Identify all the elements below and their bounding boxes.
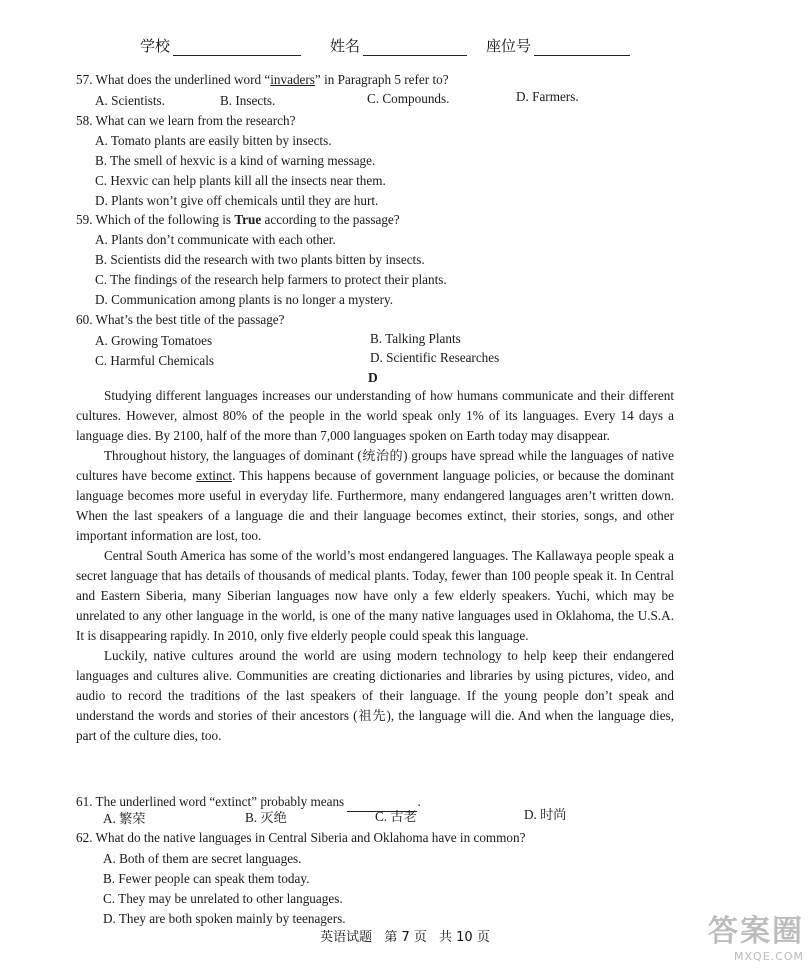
q59-stem-after: according to the passage? <box>261 212 400 227</box>
seat-label: 座位号 <box>486 37 532 55</box>
passage-paragraph-4: Luckily, native cultures around the world are using modern technology to help keep their endangered languages and cultures alive. Communities are creating dictionaries and libraries by using pictures, video, and audio to record the traditions of the last speakers of their language. If the young people don’t speak and understand the words and stories of their ancestors (祖先), the language will die. And when the language dies, part of the culture dies, too. <box>76 648 674 743</box>
q59-option-a: A. Plants don’t communicate with each other. <box>95 232 336 247</box>
q60-option-d: D. Scientific Researches <box>370 350 500 365</box>
q57-underlined-word: invaders <box>270 72 315 87</box>
q60-option-b: B. Talking Plants <box>370 331 461 346</box>
passage-d <box>76 386 674 746</box>
q61-option-d: D. 时尚 <box>524 807 567 822</box>
q61-stem: 61. The underlined word “extinct” probably means <box>76 794 345 809</box>
watermark-big-text: 答案圈 <box>708 914 804 949</box>
section-d-heading: D <box>368 370 378 385</box>
q57-stem-prefix: 57. What does the underlined word “ <box>76 72 271 87</box>
seat-blank[interactable] <box>534 39 630 56</box>
q62-option-c: C. They may be unrelated to other languages. <box>103 891 343 906</box>
question-62: 62. What do the native languages in Central Siberia and Oklahoma have in common? <box>76 830 526 845</box>
q61-option-b: B. 灭绝 <box>245 810 287 825</box>
name-label: 姓名 <box>330 37 361 55</box>
q62-option-a: A. Both of them are secret languages. <box>103 851 302 866</box>
q59-option-c: C. The findings of the research help farmers to protect their plants. <box>95 272 447 287</box>
passage-paragraph-3: Central South America has some of the world’s most endangered languages. The Kallawaya people speak a secret language that has details of thousands of medical plants. Today, fewer than 100 people speak it. In Central and Eastern Siberia, many Siberian languages now have only a few elderly speakers. Yuchi, which may be unrelated to any other language in the world, is one of the many native languages used in Oklahoma, the U.S.A. It is disappearing rapidly. In 2010, only five elderly people could speak this language. <box>76 548 674 643</box>
q57-option-c: C. Compounds. <box>367 91 450 106</box>
question-59 <box>76 210 400 230</box>
q60-option-a: A. Growing Tomatoes <box>95 333 213 348</box>
q59-option-b: B. Scientists did the research with two plants bitten by insects. <box>95 252 425 267</box>
footer-total: 共 10 页 <box>439 930 490 945</box>
footer-page: 第 7 页 <box>384 930 427 945</box>
q58-option-d: D. Plants won’t give off chemicals until they are hurt. <box>95 193 379 208</box>
q58-option-a: A. Tomato plants are easily bitten by insects. <box>95 133 332 148</box>
name-field <box>330 36 467 56</box>
p2-before: Throughout history, the languages of dominant (统治的) groups have spread while the languages of native cultures have become <box>76 448 674 483</box>
q59-stem-before: 59. Which of the following is <box>76 212 235 227</box>
q61-option-c: C. 古老 <box>375 809 417 824</box>
q61-option-a: A. 繁荣 <box>103 811 146 826</box>
passage-paragraph-2 <box>76 446 674 546</box>
q60-option-c: C. Harmful Chemicals <box>95 353 215 368</box>
q57-stem-suffix: ” in Paragraph 5 refer to? <box>314 72 449 87</box>
question-58: 58. What can we learn from the research? <box>76 113 296 128</box>
p2-after: . This happens because of government language policies, or because the dominant language becomes more useful in everyday life. Furthermore, many endangered languages aren’t written down. When the last speakers of a language die and their language becomes extinct, their stories, songs, and other important information are lost, too. <box>76 468 674 543</box>
q57-option-a: A. Scientists. <box>95 93 165 108</box>
q58-option-b: B. The smell of hexvic is a kind of warning message. <box>95 153 376 168</box>
seat-field <box>486 36 630 56</box>
q62-option-d: D. They are both spoken mainly by teenagers. <box>103 911 346 926</box>
q58-option-c: C. Hexvic can help plants kill all the insects near them. <box>95 173 386 188</box>
question-60: 60. What’s the best title of the passage? <box>76 312 285 327</box>
q59-option-d: D. Communication among plants is no longer a mystery. <box>95 292 394 307</box>
q61-stem-end: . <box>417 794 421 809</box>
question-57 <box>76 70 449 90</box>
footer-subject: 英语试题 <box>320 930 373 945</box>
p2-underlined-word: extinct <box>196 468 233 483</box>
school-blank[interactable] <box>173 39 301 56</box>
q59-stem-bold: True <box>234 212 262 227</box>
student-info-header <box>140 36 660 60</box>
school-label: 学校 <box>140 37 171 55</box>
watermark-logo <box>674 914 804 974</box>
passage-paragraph-1: Studying different languages increases our understanding of how humans communicate and their different cultures. However, almost 80% of the people in the world speak only 1% of its languages. Every 14 days a language dies. By 2100, half of the more than 7,000 languages spoken on Earth today may disappear. <box>76 388 674 443</box>
q57-option-d: D. Farmers. <box>516 89 579 104</box>
q62-option-b: B. Fewer people can speak them today. <box>103 871 310 886</box>
school-field <box>140 36 301 56</box>
name-blank[interactable] <box>363 39 467 56</box>
watermark-small-text: MXQE.COM <box>734 950 804 963</box>
q57-option-b: B. Insects. <box>220 93 276 108</box>
